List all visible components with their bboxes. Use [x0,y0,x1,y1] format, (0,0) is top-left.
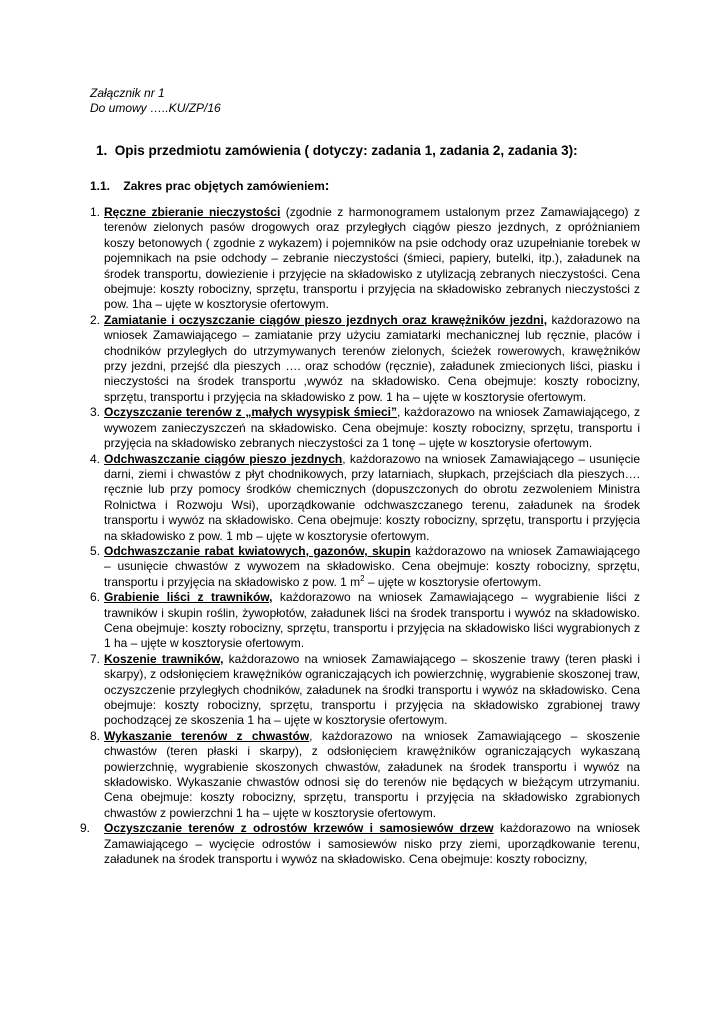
subsection-title: Zakres prac objętych zamówieniem [123,179,325,193]
list-item [80,544,640,590]
item-title: Odchwaszczanie ciągów pieszo jezdnych [104,451,343,466]
item-superscript: 2 [360,573,365,583]
item-number: 5. [89,543,100,558]
list-item [80,652,640,729]
item-body: (zgodnie z harmonogramem ustalonym przez Zamawiającego) z terenów zielonych pasów drogowych oraz przyległych ciągów pieszo jezdnych, z opróżnianiem koszy betonowych ( zgodnie z wykazem) i pojemników na psie odchody oraz uzupełnianie torebek w pojemnikach na psie odchody – zebranie nieczystości (śmieci, papiery, butelki, itp.), załadunek na środek transportu, dowiezienie i przyjęcie na składowisko z utylizacją zebranych nieczystości. Cena obejmuje: koszty robocizny, sprzętu, transportu i przyjęcia na składowisko zebranych nieczystości z pow. 1ha – ujęte w kosztorysie ofertowym. [104,205,641,312]
item-title: Koszenie trawników, [104,651,224,666]
item-title: Oczyszczanie terenów z odrostów krzewów i samosiewów drzew [104,821,494,836]
section-number: 1. [96,143,108,158]
item-number: 6. [89,590,100,605]
item-body: każdorazowo na wniosek Zamawiającego – usunięcie chwastów z wywozem na składowisko. Cena obejmuje: koszty robocizny, sprzętu, transportu i przyjęcia na składowisko z pow. 1 m [104,543,640,589]
section-title: Opis przedmiotu zamówienia ( dotyczy: zadania 1, zadania 2, zadania 3): [114,143,578,158]
item-body: każdorazowo na wniosek Zamawiającego – skoszenie trawy (teren płaski i skarpy), z odsłonięciem krawężników ograniczających ich powierzchnię, wygrabienie skoszonej traw, oczyszczenie przyległych chodników, załadunek na środki transportu i wywóz na składowisko. Cena obejmuje: koszty robocizny, sprzętu, transportu i przyjęcia na składowisko zgrabionej trawy pochodzącej ze skoszenia 1 ha – ujęte w kosztorysie ofertowym. [104,651,640,728]
subsection-heading [90,177,329,193]
item-number: 4. [89,451,100,466]
list-item [80,405,640,451]
item-number: 7. [89,651,100,666]
item-number: 3. [89,405,100,420]
annex-header [90,86,221,116]
list-item [80,452,640,544]
item-body: każdorazowo na wniosek Zamawiającego – wygrabienie liści z trawników i skupin roślin, żywopłotów, załadunek liści na środek transportu i wywóz na składowisko. Cena obejmuje: koszty robocizny, sprzętu, transportu i przyjęcia na składowisko liści wygrabionych z 1 ha – ujęte w kosztorysie ofertowym. [104,590,640,651]
list-item [80,205,640,313]
item-number: 1. [89,205,100,219]
item-number: 8. [89,728,100,743]
section-heading [96,143,578,158]
item-title: Oczyszczanie terenów z „małych wysypisk śmieci” [104,405,397,420]
list-item [80,821,640,867]
annex-number: Załącznik nr 1 [90,86,165,100]
item-number: 9. [79,821,90,836]
item-title: Zamiatanie i oczyszczanie ciągów pieszo jezdnych oraz krawężników jezdni, [104,312,548,327]
item-title: Wykaszanie terenów z chwastów [104,728,310,743]
list-item [80,729,640,821]
list-item [80,590,640,652]
item-number: 2. [89,312,100,327]
item-body: , każdorazowo na wniosek Zamawiającego, z wywozem zanieczyszczeń na składowisko. Cena obejmuje: koszty robocizny, sprzętu, transportu i przyjęcia na składowisko zebranych nieczystości za 1 tonę – ujęte w kosztorysie ofertowym. [104,405,640,451]
subsection-colon: : [324,177,330,193]
scope-list [80,205,640,867]
item-body: każdorazowo na wniosek Zamawiającego – wycięcie odrostów i samosiewów nisko przy ziemi, uporządkowanie terenu, załadunek na środek transportu i wywóz na składowisko. Cena obejmuje: koszty robocizny, [104,821,640,867]
item-body: , każdorazowo na wniosek Zamawiającego – usunięcie darni, ziemi i chwastów z płyt chodnikowych, przy latarniach, słupkach, przejściach dla pieszych…. ręcznie lub przy pomocy środków chemicznych (dopuszczonych do obrotu zezwoleniem Ministra Rolnictwa i Rozwoju Wsi), uporządkowanie odchwaszczanego terenu, załadunek na środek transportu i wywóz na składowisko. Cena obejmuje: koszty robocizny, sprzętu, transportu i przyjęcia na składowisko z pow. 1 mb – ujęte w kosztorysie ofertowym. [104,451,640,543]
subsection-number: 1.1. [90,179,111,193]
contract-reference: Do umowy …..KU/ZP/16 [90,101,221,115]
item-title: Odchwaszczanie rabat kwiatowych, gazonów, skupin [104,543,411,558]
item-body: każdorazowo na wniosek Zamawiającego – zamiatanie przy użyciu zamiatarki mechanicznej lub ręcznie, placów i chodników przyległych do utrzymywanych terenów zielonych, ścieżek rowerowych, krawężników przy jezdni, przejść dla pieszych …. oraz schodów (ręcznie), załadunek zmiecionych liści, piasku i nieczystości na środek transportu ,wywóz na składowisko. Cena obejmuje: koszty robocizny, sprzętu, transportu i przyjęcia na składowisko z pow. 1 ha – ujęte w kosztorysie ofertowym. [104,312,640,404]
item-body: , każdorazowo na wniosek Zamawiającego – skoszenie chwastów (teren płaski i skarpy), z odsłonięciem krawężników ograniczających wykaszaną powierzchnię, wygrabienie skoszonych chwastów, załadunek na środek transportu i wywóz na składowisko. Wykaszanie chwastów odnosi się do terenów nie będących w bieżącym utrzymaniu. Cena obejmuje: koszty robocizny, sprzętu, transportu i przyjęcia na składowisko zgrabionych chwastów z powierzchni 1 ha – ujęte w kosztorysie ofertowym. [104,728,640,820]
item-title: Grabienie liści z trawników, [104,590,273,605]
item-title: Ręczne zbieranie nieczystości [104,205,281,219]
list-item [80,313,640,405]
item-body-continued: – ujęte w kosztorysie ofertowym. [364,574,542,589]
